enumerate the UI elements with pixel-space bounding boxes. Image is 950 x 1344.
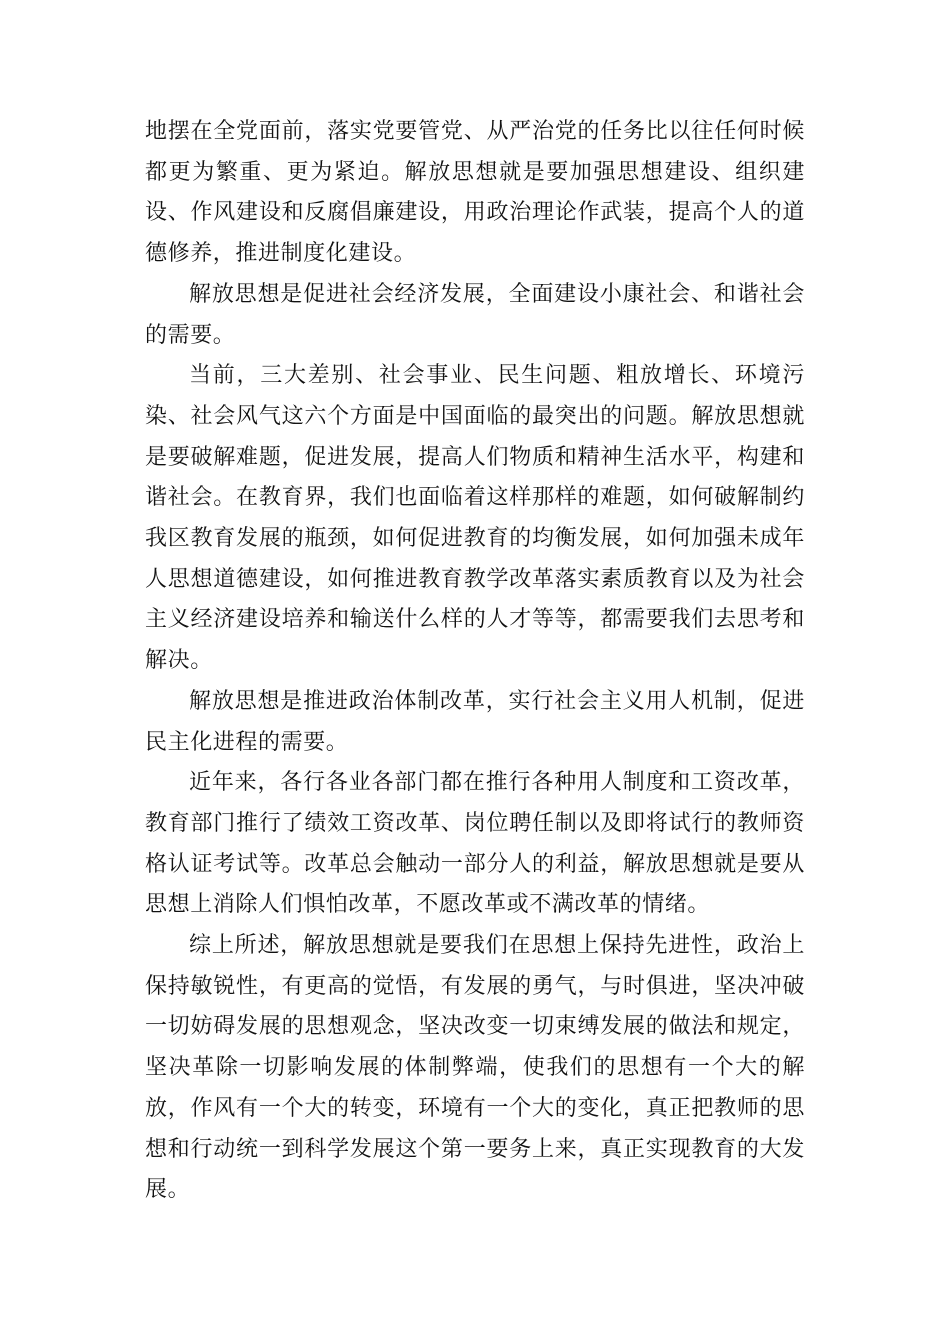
document-body bbox=[145, 112, 805, 1211]
paragraph-1: 地摆在全党面前，落实党要管党、从严治党的任务比以往任何时候都更为繁重、更为紧迫。解放思想就是要加强思想建设、组织建设、作风建设和反腐倡廉建设，用政治理论作武装，提高个人的道德修养，推进制度化建设。 bbox=[145, 119, 805, 267]
paragraph-5: 近年来，各行各业各部门都在推行各种用人制度和工资改革，教育部门推行了绩效工资改革、岗位聘任制以及即将试行的教师资格认证考试等。改革总会触动一部分人的利益，解放思想就是要从思想上消除人们惧怕改革，不愿改革或不满改革的情绪。 bbox=[145, 770, 805, 918]
paragraph-4: 解放思想是推进政治体制改革，实行社会主义用人机制，促进民主化进程的需要。 bbox=[145, 688, 805, 755]
paragraph-3: 当前，三大差别、社会事业、民生问题、粗放增长、环境污染、社会风气这六个方面是中国面临的最突出的问题。解放思想就是要破解难题，促进发展，提高人们物质和精神生活水平，构建和谐社会。在教育界，我们也面临着这样那样的难题，如何破解制约我区教育发展的瓶颈，如何促进教育的均衡发展，如何加强未成年人思想道德建设，如何推进教育教学改革落实素质教育以及为社会主义经济建设培养和输送什么样的人才等等，都需要我们去思考和解决。 bbox=[145, 363, 805, 674]
paragraph-2: 解放思想是促进社会经济发展，全面建设小康社会、和谐社会的需要。 bbox=[145, 281, 805, 348]
paragraph-6: 综上所述，解放思想就是要我们在思想上保持先进性，政治上保持敏锐性，有更高的觉悟，有发展的勇气，与时俱进，坚决冲破一切妨碍发展的思想观念，坚决改变一切束缚发展的做法和规定，坚决革除一切影响发展的体制弊端，使我们的思想有一个大的解放，作风有一个大的转变，环境有一个大的变化，真正把教师的思想和行动统一到科学发展这个第一要务上来，真正实现教育的大发展。 bbox=[145, 933, 805, 1203]
